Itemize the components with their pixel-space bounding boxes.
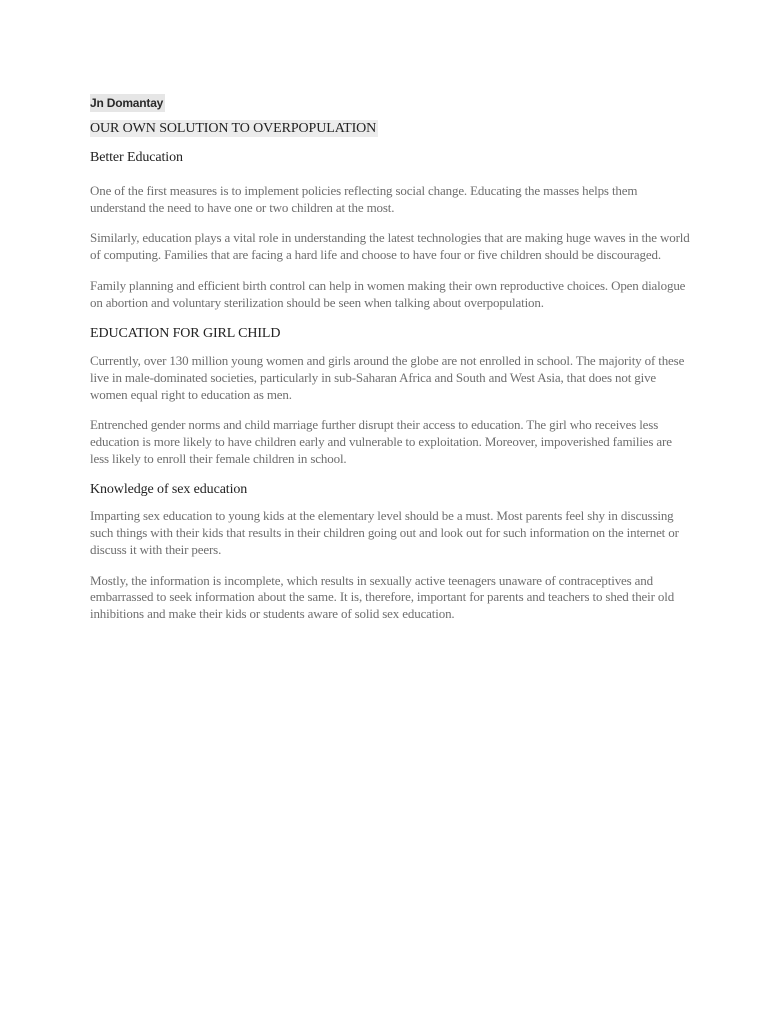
section-heading-knowledge-of-sex-education: Knowledge of sex education: [90, 482, 248, 498]
author-name: Jn Domantay: [90, 96, 164, 110]
paragraph: One of the first measures is to implement policies reflecting social change. Educating the masses helps them understand the need to have one or two children at the most.: [90, 183, 638, 215]
paragraph: Entrenched gender norms and child marriage further disrupt their access to education. The girl who receives less education is more likely to have children early and vulnerable to exploitation. Moreover, impoverished families are less likely to enroll their female children in school.: [90, 417, 672, 466]
paragraph: Similarly, education plays a vital role in understanding the latest technologies that are making huge waves in the world of computing. Families that are facing a hard life and choose to have four or five children should be discouraged.: [90, 230, 690, 263]
section-heading-better-education: Better Education: [90, 150, 183, 165]
section-heading-education-for-girl-child: EDUCATION FOR GIRL CHILD: [90, 326, 281, 342]
paragraph: Mostly, the information is incomplete, which results in sexually active teenagers unaware of contraceptives and embarrassed to seek information about the same. It is, therefore, important for parents and teachers to shed their old inhibitions and make their kids or students aware of solid sex education.: [90, 572, 675, 621]
document-title: OUR OWN SOLUTION TO OVERPOPULATION: [90, 121, 377, 136]
paragraph: Currently, over 130 million young women and girls around the globe are not enrolled in school. The majority of these live in male-dominated societies, particularly in sub-Saharan Africa and South and West Asia, that does not give women equal right to education as men.: [90, 353, 685, 402]
paragraph: Imparting sex education to young kids at the elementary level should be a must. Most parents feel shy in discussing such things with their kids that results in their children going out and look out for such information on the internet or discuss it with their peers.: [90, 508, 679, 557]
paragraph: Family planning and efficient birth control can help in women making their own reproductive choices. Open dialogue on abortion and voluntary sterilization should be seen when talking about overpopulation.: [90, 277, 686, 310]
document-page: [90, 93, 690, 623]
